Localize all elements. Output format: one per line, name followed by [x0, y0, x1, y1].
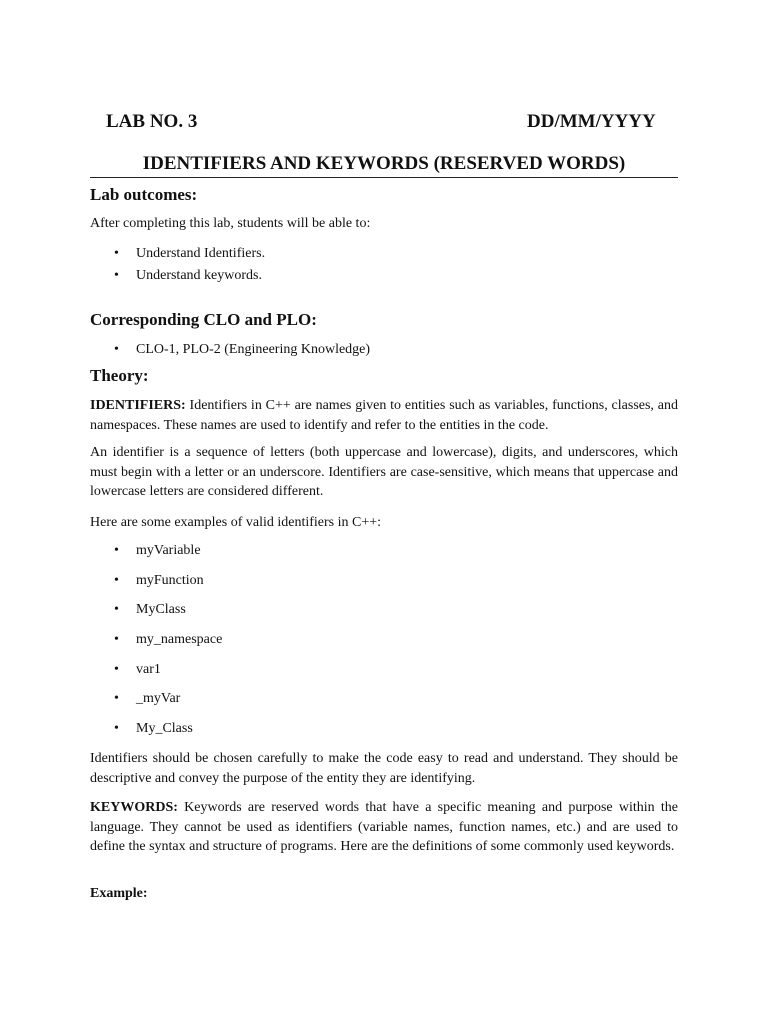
bullet-icon: •	[114, 246, 119, 261]
list-item: • Understand Identifiers.	[114, 246, 266, 261]
theory-heading: Theory:	[90, 366, 149, 385]
clo-plo-heading: Corresponding CLO and PLO:	[90, 310, 317, 329]
identifiers-label: IDENTIFIERS:	[90, 398, 186, 413]
list-item: • MyClass	[114, 602, 186, 617]
bullet-icon: •	[114, 602, 119, 617]
bullet-icon: •	[114, 662, 119, 677]
page-title: IDENTIFIERS AND KEYWORDS (RESERVED WORDS)	[142, 153, 626, 174]
bullet-icon: •	[114, 632, 119, 647]
identifier-definition-paragraph: An identifier is a sequence of letters (both uppercase and lowercase), digits, and underscores, which must begin with a letter or an underscore. Identifiers are case-sensitive, which means that uppercase and lowercase letters are considered different.	[90, 445, 678, 499]
examples-intro: Here are some examples of valid identifiers in C++:	[90, 515, 382, 530]
bullet-icon: •	[114, 268, 119, 283]
keywords-paragraph: KEYWORDS: Keywords are reserved words that have a specific meaning and purpose within the language. They cannot be used as identifiers (variable names, function names, etc.) and are used to define the syntax and structure of programs. Here are the definitions of some commonly used keywords.	[90, 800, 678, 854]
list-item: • Understand keywords.	[114, 268, 262, 283]
list-item: • myFunction	[114, 573, 204, 588]
bullet-icon: •	[114, 721, 119, 736]
keywords-label: KEYWORDS:	[90, 800, 178, 815]
lab-outcomes-intro: After completing this lab, students will be able to:	[90, 216, 371, 231]
lab-number: LAB NO. 3	[106, 111, 198, 132]
example-label: Example:	[90, 886, 148, 901]
identifiers-paragraph: IDENTIFIERS: Identifiers in C++ are names given to entities such as variables, functions, classes, and namespaces. These names are used to identify and refer to the entities in the code.	[90, 398, 678, 433]
bullet-icon: •	[114, 573, 119, 588]
bullet-icon: •	[114, 543, 119, 558]
list-item: • var1	[114, 662, 161, 677]
title-underline	[90, 177, 678, 178]
lab-outcomes-heading: Lab outcomes:	[90, 185, 198, 204]
list-item: • my_namespace	[114, 632, 223, 647]
bullet-icon: •	[114, 342, 119, 357]
list-item: • myVariable	[114, 543, 201, 558]
lab-date: DD/MM/YYYY	[527, 111, 656, 132]
bullet-icon: •	[114, 691, 119, 706]
list-item: • CLO-1, PLO-2 (Engineering Knowledge)	[114, 342, 371, 357]
list-item: • _myVar	[114, 691, 181, 706]
list-item: • My_Class	[114, 721, 193, 736]
choose-carefully-paragraph: Identifiers should be chosen carefully to make the code easy to read and understand. They should be descriptive and convey the purpose of the entity they are identifying.	[90, 751, 678, 786]
